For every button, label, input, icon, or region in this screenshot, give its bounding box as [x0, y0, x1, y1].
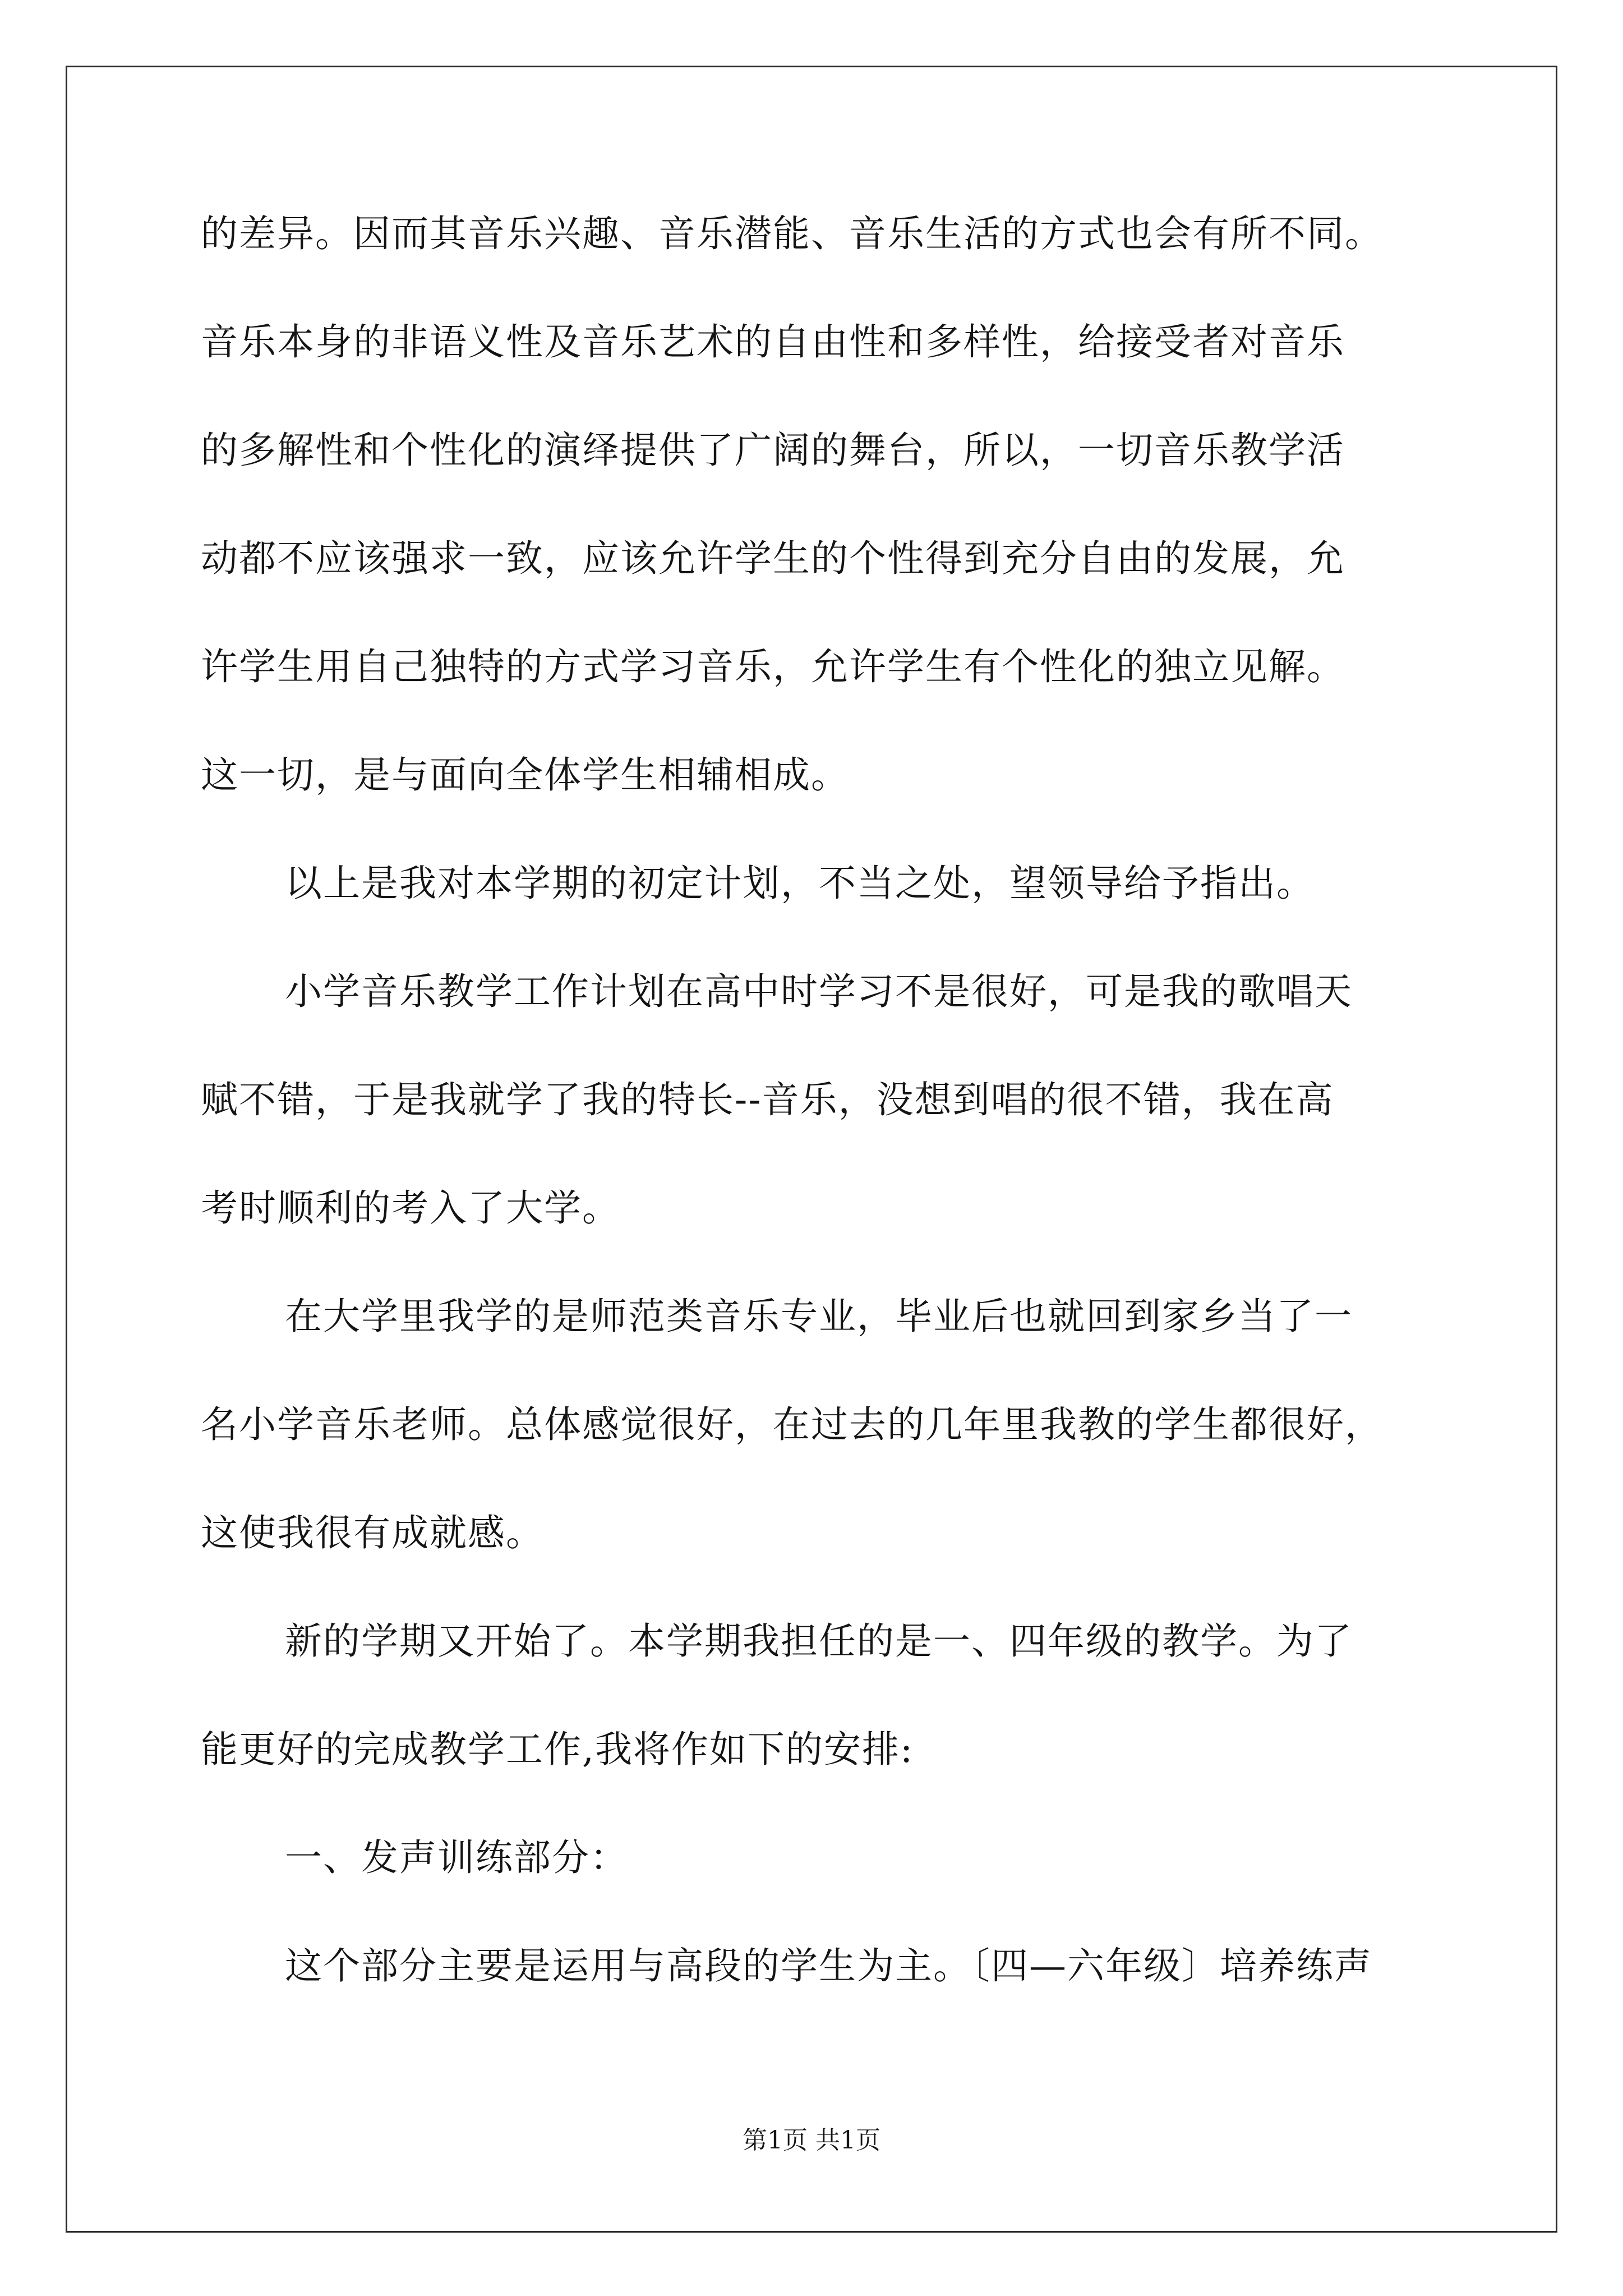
- text-line: 这一切，是与面向全体学生相辅相成。: [201, 753, 849, 797]
- text-line: 名小学音乐老师。总体感觉很好，在过去的几年里我教的学生都很好，: [201, 1403, 1383, 1446]
- text-line: 在大学里我学的是师范类音乐专业，毕业后也就回到家乡当了一: [285, 1295, 1353, 1338]
- text-line: 许学生用自己独特的方式学习音乐，允许学生有个性化的独立见解。: [201, 645, 1345, 688]
- text-line: 一、发声训练部分：: [285, 1836, 628, 1879]
- text-line: 动都不应该强求一致，应该允许学生的个性得到充分自由的发展，允: [201, 537, 1345, 580]
- document-body: [201, 180, 1442, 2020]
- text-line: 小学音乐教学工作计划在高中时学习不是很好，可是我的歌唱天: [285, 970, 1353, 1013]
- text-line: 的差异。因而其音乐兴趣、音乐潜能、音乐生活的方式也会有所不同。: [201, 212, 1383, 255]
- text-line: 新的学期又开始了。本学期我担任的是一、四年级的教学。为了: [285, 1619, 1353, 1663]
- text-line: 赋不错，于是我就学了我的特长--音乐，没想到唱的很不错，我在高: [201, 1078, 1334, 1121]
- text-line: 的多解性和个性化的演绎提供了广阔的舞台，所以，一切音乐教学活: [201, 429, 1345, 472]
- text-line: 能更好的完成教学工作,我将作如下的安排:: [201, 1728, 914, 1771]
- text-line: 这个部分主要是运用与高段的学生为主。〔四—六年级〕培养练声: [285, 1944, 1372, 1987]
- page-footer: 第1页 共1页: [743, 2126, 880, 2155]
- text-line: 这使我很有成就感。: [201, 1511, 544, 1554]
- text-line: 音乐本身的非语义性及音乐艺术的自由性和多样性，给接受者对音乐: [201, 320, 1345, 364]
- text-line: 以上是我对本学期的初定计划，不当之处，望领导给予指出。: [285, 862, 1315, 905]
- text-line: 考时顺利的考入了大学。: [201, 1186, 620, 1230]
